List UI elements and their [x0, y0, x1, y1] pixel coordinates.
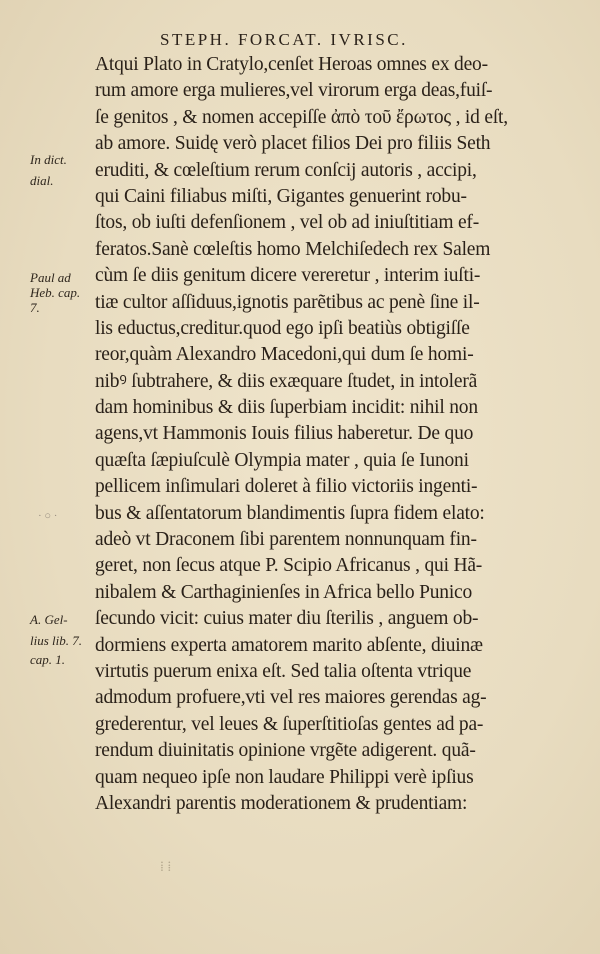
- text-line: quæſta ſæpiuſculè Olympia mater , quia ſe Iunoni: [95, 449, 469, 471]
- text-line: grederentur, vel leues & ſuperſtitioſas gentes ad pa-: [95, 713, 484, 735]
- running-head: STEPH. FORCAT. IVRISC.: [160, 30, 408, 49]
- text-line: dam hominibus & diis ſuperbiam incidit: nihil non: [95, 397, 478, 419]
- text-line: quam nequeo ipſe non laudare Philippi verè ipſius: [95, 766, 474, 788]
- margin-note-3: [30, 612, 92, 667]
- margin-note-2-line-3: 7.: [30, 300, 40, 315]
- text-line: dormiens experta amatorem marito abſente, diuinæ: [95, 634, 483, 656]
- text-line: reor,quàm Alexandro Macedoni,qui dum ſe homi-: [95, 344, 474, 366]
- bleed-through-mark: ⁞ ⁞: [160, 860, 172, 875]
- text-line: pellicem inſimulari doleret à filio victoriis ingenti-: [95, 476, 478, 498]
- text-line: [95, 817, 575, 843]
- text-line: bus & aſſentatorum blandimentis ſupra fidem elato:: [95, 502, 485, 524]
- body-text: [95, 52, 575, 844]
- text-line: ſecundo vicit: cuius mater diu ſterilis , anguem ob-: [95, 608, 479, 630]
- ink-smudge: · ○ ·: [38, 510, 58, 522]
- text-line: ſtos, ob iuſti defenſionem , vel ob ad iniuſtitiam ef-: [95, 212, 479, 234]
- margin-note-3-line-1: A. Gel-: [30, 612, 68, 627]
- text-line: eruditi, & cœleſtium rerum conſcij autoris , accipi,: [95, 159, 477, 181]
- margin-note-1-line-2: dial.: [30, 173, 54, 188]
- margin-note-3-line-2: lius lib. 7.: [30, 633, 83, 648]
- text-line: Atqui Plato in Cratylo,cenſet Heroas omnes ex deo-: [95, 54, 488, 75]
- margin-note-2-line-2: Heb. cap.: [30, 285, 81, 300]
- text-line: ab amore. Suidę verò placet filios Dei pro filiis Seth: [95, 133, 491, 155]
- text-line: admodum profuere,vti vel res maiores gerendas ag-: [95, 687, 487, 709]
- text-line: feratos.Sanè cœleſtis homo Melchiſedech rex Salem: [95, 238, 491, 260]
- text-line: cùm ſe diis genitum dicere vereretur , interim iuſti-: [95, 265, 481, 287]
- text-line: qui Caini filiabus miſti, Gigantes genuerint robu-: [95, 185, 467, 207]
- text-line: nibꝰ ſubtrahere, & diis exæquare ſtudet, in intolerã: [95, 370, 478, 392]
- text-line: geret, non ſecus atque P. Scipio Africanus , qui Hã-: [95, 555, 483, 577]
- text-line: tiæ cultor aſſiduus,ignotis parẽtibus ac penè ſine il-: [95, 291, 480, 313]
- text-line: nibalem & Carthaginienſes in Africa bello Punico: [95, 581, 473, 603]
- text-line: adeò vt Draconem ſibi parentem nonnunquam fin-: [95, 529, 477, 551]
- text-line: rum amore erga mulieres,vel virorum erga deas,fuiſ-: [95, 80, 493, 102]
- text-line: virtutis puerum enixa eſt. Sed talia oſtenta vtrique: [95, 660, 472, 682]
- text-line: Alexandri parentis moderationem & prudentiam:: [95, 792, 468, 814]
- margin-note-2-line-1: Paul ad: [30, 270, 71, 285]
- text-line: ſe genitos , & nomen accepiſſe ἀπὸ τοῦ ἔρωτος , id eſt,: [95, 106, 508, 128]
- margin-note-1: [30, 152, 92, 188]
- text-line: lis eductus,creditur.quod ego ipſi beatiùs obtigiſſe: [95, 317, 470, 339]
- margin-note-2: [30, 270, 92, 315]
- margin-note-3-line-3: cap. 1.: [30, 652, 66, 667]
- margin-note-1-line-1: In dict.: [30, 152, 67, 167]
- text-line: agens,vt Hammonis Iouis filius haberetur. De quo: [95, 423, 474, 445]
- text-line: rendum diuinitatis opinione vrgẽte adigerent. quã-: [95, 740, 476, 762]
